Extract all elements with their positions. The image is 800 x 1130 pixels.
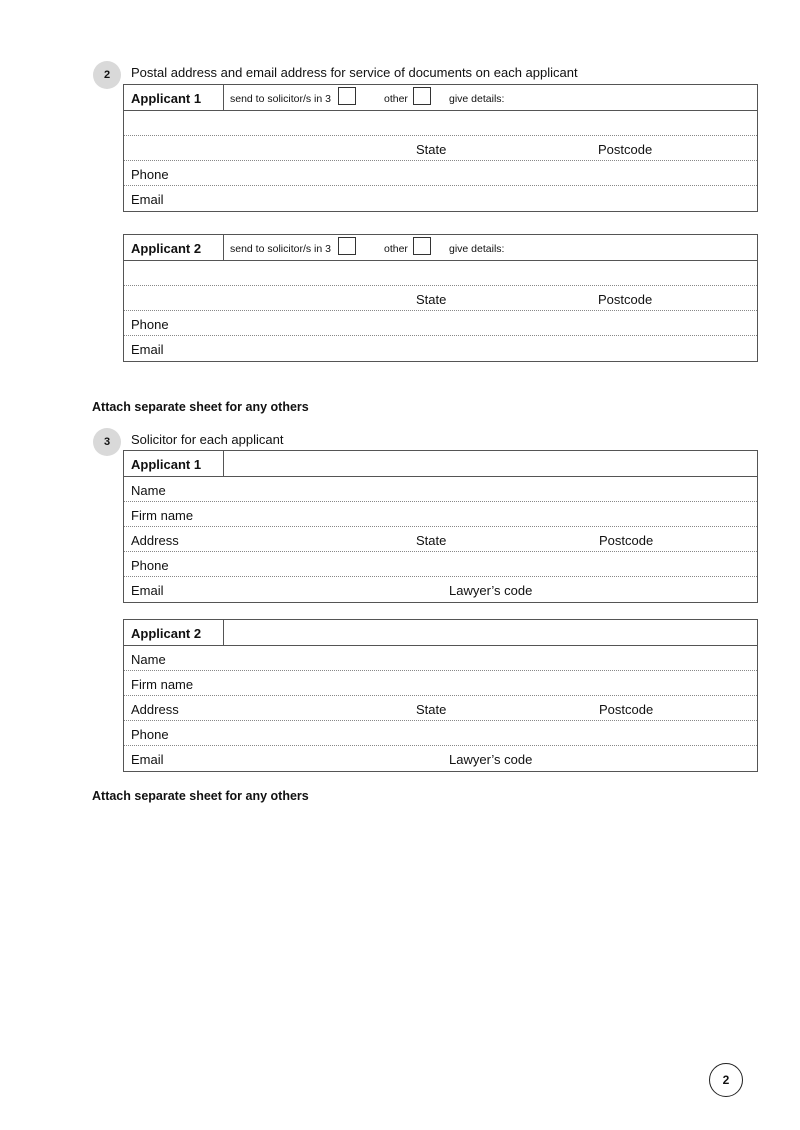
postcode-label: Postcode — [599, 533, 654, 548]
name-label: Name — [131, 483, 166, 498]
firm-name-label: Firm name — [131, 508, 194, 523]
applicant-heading: Applicant 1 — [131, 91, 202, 106]
applicant-heading: Applicant 1 — [131, 457, 202, 472]
email-field[interactable] — [124, 746, 757, 771]
solicitor-applicant-1 — [123, 450, 758, 603]
other-label: other — [384, 93, 408, 105]
phone-field[interactable] — [124, 311, 757, 336]
email-label: Email — [131, 752, 164, 767]
applicant-heading-row — [124, 85, 757, 111]
phone-field[interactable] — [124, 552, 757, 577]
attach-note-section-3: Attach separate sheet for any others — [92, 789, 309, 803]
name-field[interactable] — [124, 477, 757, 502]
address-state-postcode-row[interactable] — [124, 136, 757, 161]
address-field[interactable] — [124, 696, 757, 721]
phone-field[interactable] — [124, 161, 757, 186]
section-3-title: Solicitor for each applicant — [131, 432, 284, 447]
state-label: State — [416, 292, 447, 307]
name-label: Name — [131, 652, 166, 667]
attach-note-section-2: Attach separate sheet for any others — [92, 400, 309, 414]
address-field[interactable] — [124, 527, 757, 552]
section-2-number: 2 — [93, 61, 121, 89]
email-field[interactable] — [124, 336, 757, 361]
email-label: Email — [131, 342, 164, 357]
applicant-heading-row — [124, 235, 757, 261]
applicant-heading: Applicant 2 — [131, 626, 202, 641]
phone-field[interactable] — [124, 721, 757, 746]
email-field[interactable] — [124, 577, 757, 602]
other-checkbox[interactable] — [413, 87, 431, 105]
postcode-label: Postcode — [598, 142, 653, 157]
state-label: State — [416, 702, 447, 717]
applicant-heading-row — [124, 620, 757, 646]
page-number: 2 — [709, 1063, 743, 1097]
section-3-number: 3 — [93, 428, 121, 456]
service-address-applicant-1 — [123, 84, 758, 212]
firm-name-label: Firm name — [131, 677, 194, 692]
phone-label: Phone — [131, 727, 169, 742]
postcode-label: Postcode — [599, 702, 654, 717]
give-details-label: give details: — [449, 93, 505, 105]
send-to-solicitor-checkbox[interactable] — [338, 87, 356, 105]
other-label: other — [384, 243, 408, 255]
name-field[interactable] — [124, 646, 757, 671]
postcode-label: Postcode — [598, 292, 653, 307]
service-address-applicant-2 — [123, 234, 758, 362]
other-checkbox[interactable] — [413, 237, 431, 255]
phone-label: Phone — [131, 558, 169, 573]
email-label: Email — [131, 583, 164, 598]
address-state-postcode-row[interactable] — [124, 286, 757, 311]
applicant-heading-row — [124, 451, 757, 477]
email-field[interactable] — [124, 186, 757, 211]
send-to-solicitor-label: send to solicitor/s in 3 — [230, 243, 331, 255]
address-line-field[interactable] — [124, 261, 757, 286]
send-to-solicitor-checkbox[interactable] — [338, 237, 356, 255]
email-label: Email — [131, 192, 164, 207]
state-label: State — [416, 533, 447, 548]
address-line-field[interactable] — [124, 111, 757, 136]
phone-label: Phone — [131, 167, 169, 182]
address-label: Address — [131, 702, 179, 717]
phone-label: Phone — [131, 317, 169, 332]
section-2-title: Postal address and email address for service of documents on each applicant — [131, 65, 578, 80]
state-label: State — [416, 142, 447, 157]
applicant-heading: Applicant 2 — [131, 241, 202, 256]
firm-name-field[interactable] — [124, 671, 757, 696]
solicitor-applicant-2 — [123, 619, 758, 772]
firm-name-field[interactable] — [124, 502, 757, 527]
give-details-label: give details: — [449, 243, 505, 255]
lawyer-code-label: Lawyer’s code — [449, 583, 533, 598]
lawyer-code-label: Lawyer’s code — [449, 752, 533, 767]
send-to-solicitor-label: send to solicitor/s in 3 — [230, 93, 331, 105]
address-label: Address — [131, 533, 179, 548]
